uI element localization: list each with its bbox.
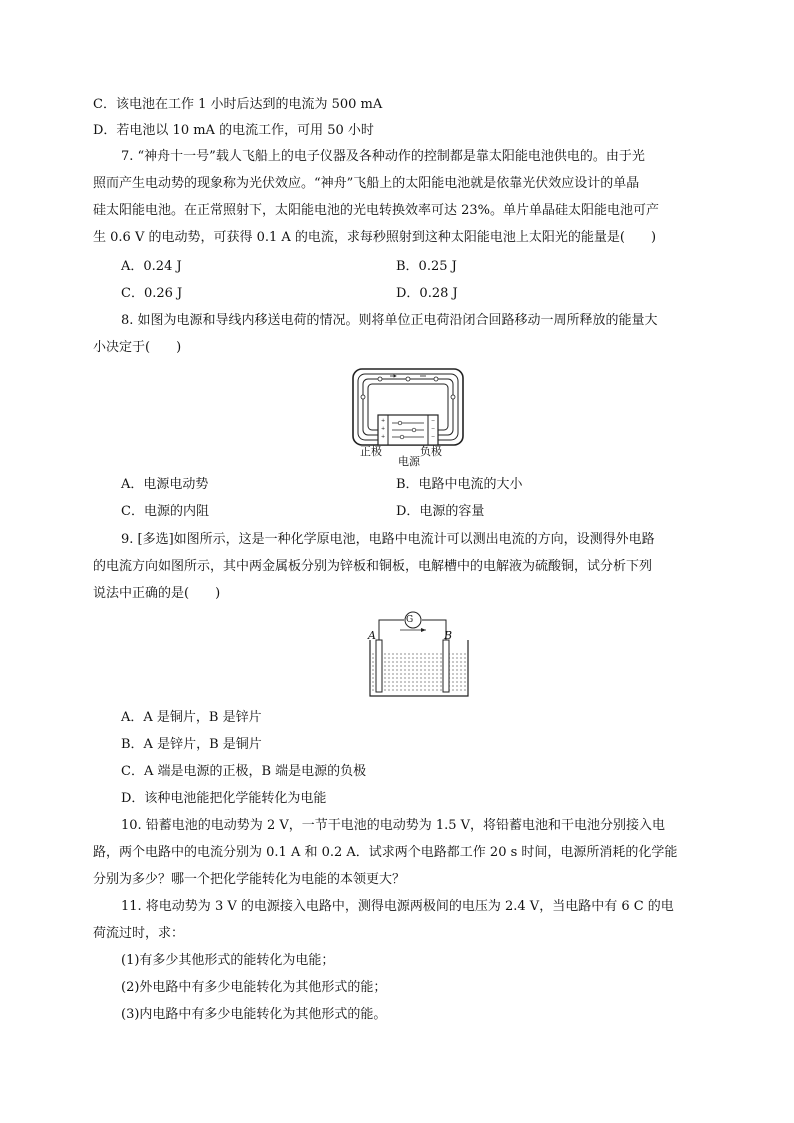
q7-stem-line4: 生 0.6 V 的电动势，可获得 0.1 A 的电流，求每秒照射到这种太阳能电池上太阳光的能量是( ) <box>93 230 657 245</box>
q9-label-a: A <box>368 629 376 642</box>
q9-label-b: B <box>444 629 453 642</box>
q10-stem-line1: 10. 铅蓄电池的电动势为 2 V，一节干电池的电动势为 1.5 V，将铅蓄电池和干电池分别接入电 <box>121 818 666 833</box>
q10-stem-line2: 路，两个电路中的电流分别为 0.1 A 和 0.2 A．试求两个电路都工作 20 s 时间，电源所消耗的化学能 <box>93 845 678 860</box>
q8-option-c: C．电源的内阻 <box>121 504 209 519</box>
q11-subquestion-3: (3)内电路中有多少电能转化为其他形式的能。 <box>121 1007 387 1022</box>
q7-option-b: B．0.25 J <box>396 259 457 274</box>
q7-stem-line2: 照而产生电动势的现象称为光伏效应。“神舟”飞船上的太阳能电池就是依靠光伏效应设计的单晶 <box>93 176 640 191</box>
q8-option-a: A．电源电动势 <box>121 477 209 492</box>
svg-text:−: − <box>431 418 436 424</box>
q6-option-c: C．该电池在工作 1 小时后达到的电流为 500 mA <box>93 97 383 112</box>
svg-text:+: + <box>381 418 386 424</box>
q7-option-c: C．0.26 J <box>121 286 183 301</box>
q8-option-b: B．电路中电流的大小 <box>396 477 523 492</box>
q11-subquestion-2: (2)外电路中有多少电能转化为其他形式的能； <box>121 980 387 995</box>
q11-stem-line2: 荷流过时，求： <box>93 926 185 941</box>
q9-stem-line2: 的电流方向如图所示，其中两金属板分别为锌板和铜板，电解槽中的电解液为硫酸铜，试分析下列 <box>93 559 653 574</box>
q7-option-d: D．0.28 J <box>396 286 458 301</box>
q8-stem-line2: 小决定于( ) <box>93 340 182 355</box>
q7-stem-line1: 7. “神舟十一号”载人飞船上的电子仪器及各种动作的控制都是靠太阳能电池供电的。由于光 <box>121 149 645 164</box>
q11-stem-line1: 11. 将电动势为 3 V 的电源接入电路中，测得电源两极间的电压为 2.4 V，当电路中有 6 C 的电 <box>121 899 674 914</box>
q8-label-positive: 正极 <box>360 445 382 458</box>
svg-text:+: + <box>381 434 386 440</box>
q9-option-c: C．A 端是电源的正极，B 端是电源的负极 <box>121 764 367 779</box>
q7-option-a: A．0.24 J <box>121 259 182 274</box>
q11-subquestion-1: (1)有多少其他形式的能转化为电能； <box>121 953 335 968</box>
q10-stem-line3: 分别为多少？哪一个把化学能转化为电能的本领更大？ <box>93 872 406 887</box>
q9-stem-line1: 9. [多选]如图所示，这是一种化学原电池，电路中电流计可以测出电流的方向，设测得外电路 <box>121 532 655 547</box>
svg-text:−: − <box>431 434 436 440</box>
q9-galvanometer-label: G <box>406 615 414 625</box>
q9-option-b: B．A 是锌片，B 是铜片 <box>121 737 262 752</box>
q7-stem-line3: 硅太阳能电池。在正常照射下，太阳能电池的光电转换效率可达 23%。单片单晶硅太阳能电池可产 <box>93 203 660 218</box>
svg-text:−: − <box>431 426 436 432</box>
q8-option-d: D．电源的容量 <box>396 504 485 519</box>
q8-label-negative: 负极 <box>420 445 442 458</box>
q8-stem-line1: 8. 如图为电源和导线内移送电荷的情况。则将单位正电荷沿闭合回路移动一周所释放的能量大 <box>121 313 658 328</box>
q6-option-d: D．若电池以 10 mA 的电流工作，可用 50 小时 <box>93 123 374 138</box>
svg-text:+: + <box>381 426 386 432</box>
q9-stem-line3: 说法中正确的是( ) <box>93 586 221 601</box>
q9-option-d: D．该种电池能把化学能转化为电能 <box>121 791 327 806</box>
q9-cell-figure <box>366 610 472 700</box>
q9-option-a: A．A 是铜片，B 是锌片 <box>121 710 262 725</box>
q8-label-source: 电源 <box>398 455 420 468</box>
